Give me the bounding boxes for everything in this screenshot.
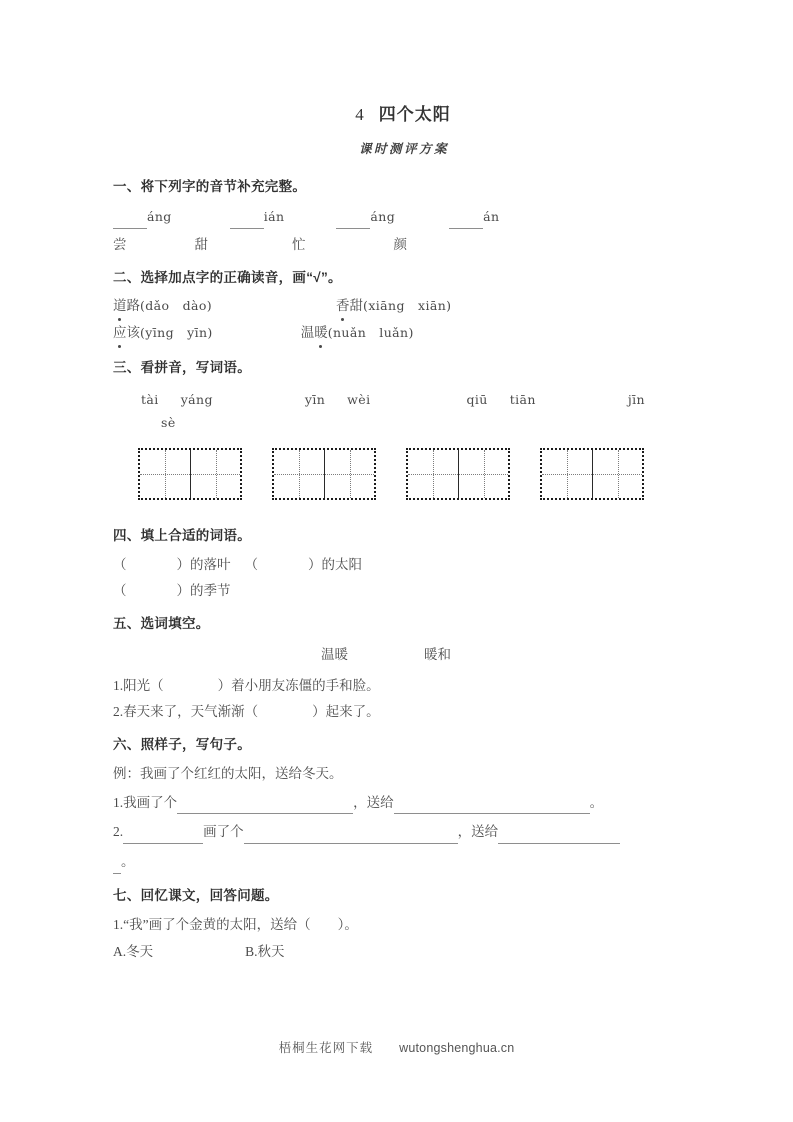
section-one-heading: 一、将下列字的音节补充完整。 bbox=[113, 179, 307, 194]
tianzige-box[interactable] bbox=[272, 448, 376, 500]
character-grid-row bbox=[113, 448, 683, 500]
final-2: áng bbox=[370, 209, 396, 225]
grid-cell[interactable] bbox=[324, 450, 374, 498]
pinyin-2: yīn bbox=[304, 392, 326, 408]
char-3: 颜 bbox=[393, 237, 407, 253]
footer-site-url: wutongshenghua.cn bbox=[399, 1041, 515, 1055]
phrase-suffix: ）的太阳 bbox=[308, 556, 362, 572]
paren-open: （ bbox=[113, 583, 127, 599]
section-five-question-1[interactable]: 1.阳光（ ）着小朋友冻僵的手和脸。 bbox=[113, 677, 380, 693]
grid-cell[interactable] bbox=[458, 450, 508, 498]
word-bank-item-0: 温暖 bbox=[321, 646, 348, 662]
grid-cell[interactable] bbox=[542, 450, 592, 498]
section-six-heading: 六、照样子，写句子。 bbox=[113, 737, 251, 753]
section-one-char-row bbox=[113, 235, 683, 256]
q2-mid1: 画了个 bbox=[203, 824, 244, 840]
section-seven-options bbox=[113, 942, 683, 963]
paren-open: （ bbox=[113, 556, 127, 572]
final-0: áng bbox=[147, 209, 172, 225]
section-six-question-2 bbox=[113, 822, 683, 844]
reading-options[interactable]: (xiāng xiān) bbox=[363, 298, 452, 314]
dotted-char: 道 bbox=[113, 296, 127, 317]
phrase-suffix: ）的落叶 bbox=[176, 556, 231, 572]
section-two-heading: 二、选择加点字的正确读音，画“√”。 bbox=[113, 270, 342, 286]
worksheet-content bbox=[113, 100, 683, 962]
section-six-question-2-wrap bbox=[113, 852, 683, 874]
char-1: 甜 bbox=[194, 237, 208, 253]
q1-middle: ，送给 bbox=[353, 794, 394, 810]
final-3: án bbox=[483, 209, 500, 225]
word-tail: 路 bbox=[126, 298, 140, 314]
grid-cell[interactable] bbox=[274, 450, 324, 498]
grid-cell[interactable] bbox=[592, 450, 642, 498]
char-0: 尝 bbox=[113, 237, 127, 253]
section-three-pinyin-row-2 bbox=[113, 413, 683, 434]
q2-prefix: 2. bbox=[113, 824, 124, 840]
q2-mid2: ，送给 bbox=[457, 824, 499, 840]
phrase-suffix: ）的季节 bbox=[176, 583, 231, 599]
section-five-heading: 五、选词填空。 bbox=[113, 616, 210, 632]
section-six-example: 例：我画了个红红的太阳，送给冬天。 bbox=[113, 765, 343, 781]
answer-blank[interactable] bbox=[449, 207, 483, 229]
section-seven-question-1[interactable]: 1.“我”画了个金黄的太阳，送给（ ）。 bbox=[113, 916, 358, 932]
option-b[interactable]: B.秋天 bbox=[245, 943, 285, 959]
footer-site-name: 梧桐生花网下载 bbox=[278, 1041, 374, 1055]
tianzige-box[interactable] bbox=[138, 448, 242, 500]
section-five-question-2[interactable]: 2.春天来了，天气渐渐（ ）起来了。 bbox=[113, 704, 380, 720]
answer-blank[interactable] bbox=[230, 207, 264, 229]
answer-blank[interactable] bbox=[113, 852, 121, 874]
option-a[interactable]: A.冬天 bbox=[113, 943, 154, 959]
pinyin-4: qiū bbox=[466, 392, 488, 408]
section-three-heading: 三、看拼音，写词语。 bbox=[113, 360, 251, 376]
pinyin-5: tiān bbox=[509, 392, 536, 408]
q1-prefix: 1.我画了个 bbox=[113, 794, 178, 810]
section-two-row-1 bbox=[113, 296, 683, 317]
answer-blank[interactable] bbox=[498, 822, 620, 844]
word-bank-item-1: 暖和 bbox=[424, 646, 451, 662]
section-four-heading: 四、填上合适的词语。 bbox=[113, 528, 251, 544]
word-bank bbox=[113, 645, 683, 666]
section-seven-heading: 七、回忆课文，回答问题。 bbox=[113, 888, 279, 904]
section-one-pinyin-row bbox=[113, 207, 683, 229]
page-subtitle: 课时测评方案 bbox=[358, 141, 449, 156]
tianzige-box[interactable] bbox=[406, 448, 510, 500]
paren-open: （ bbox=[244, 556, 258, 572]
dotted-char: 香 bbox=[336, 296, 350, 317]
section-four-row-1 bbox=[113, 555, 683, 576]
section-six-question-1 bbox=[113, 793, 683, 815]
word-head: 温 bbox=[300, 325, 315, 341]
answer-blank[interactable] bbox=[394, 793, 590, 815]
grid-cell[interactable] bbox=[190, 450, 240, 498]
tianzige-box[interactable] bbox=[540, 448, 644, 500]
reading-options[interactable]: (dǎo dào) bbox=[140, 298, 213, 314]
section-three-pinyin-row-1 bbox=[113, 390, 683, 411]
answer-blank[interactable] bbox=[123, 822, 203, 844]
dotted-char: 应 bbox=[113, 323, 127, 344]
word-tail: 该 bbox=[126, 325, 140, 341]
section-two-row-2 bbox=[113, 323, 683, 344]
dotted-char: 暖 bbox=[314, 323, 328, 344]
pinyin-1: yáng bbox=[180, 392, 213, 408]
grid-cell[interactable] bbox=[408, 450, 458, 498]
final-1: ián bbox=[263, 209, 285, 225]
reading-options[interactable]: (yīng yīn) bbox=[140, 325, 213, 341]
answer-blank[interactable] bbox=[113, 207, 147, 229]
page-title bbox=[113, 100, 683, 125]
grid-cell[interactable] bbox=[140, 450, 190, 498]
pinyin-7: sè bbox=[161, 415, 176, 431]
pinyin-0: tài bbox=[141, 392, 159, 408]
lesson-name: 四个太阳 bbox=[378, 105, 451, 124]
footer bbox=[0, 1038, 793, 1056]
lesson-number: 4 bbox=[355, 105, 365, 124]
answer-blank[interactable] bbox=[244, 822, 458, 844]
pinyin-6: jīn bbox=[627, 392, 645, 408]
section-four-row-2 bbox=[113, 581, 683, 602]
answer-blank[interactable] bbox=[336, 207, 370, 229]
answer-blank[interactable] bbox=[177, 793, 353, 815]
word-tail: 甜 bbox=[349, 298, 364, 314]
reading-options[interactable]: (nuǎn luǎn) bbox=[327, 325, 414, 341]
pinyin-3: wèi bbox=[347, 392, 371, 408]
char-2: 忙 bbox=[292, 237, 306, 253]
q2-tail: 。 bbox=[121, 854, 135, 870]
q1-suffix: 。 bbox=[589, 794, 604, 810]
